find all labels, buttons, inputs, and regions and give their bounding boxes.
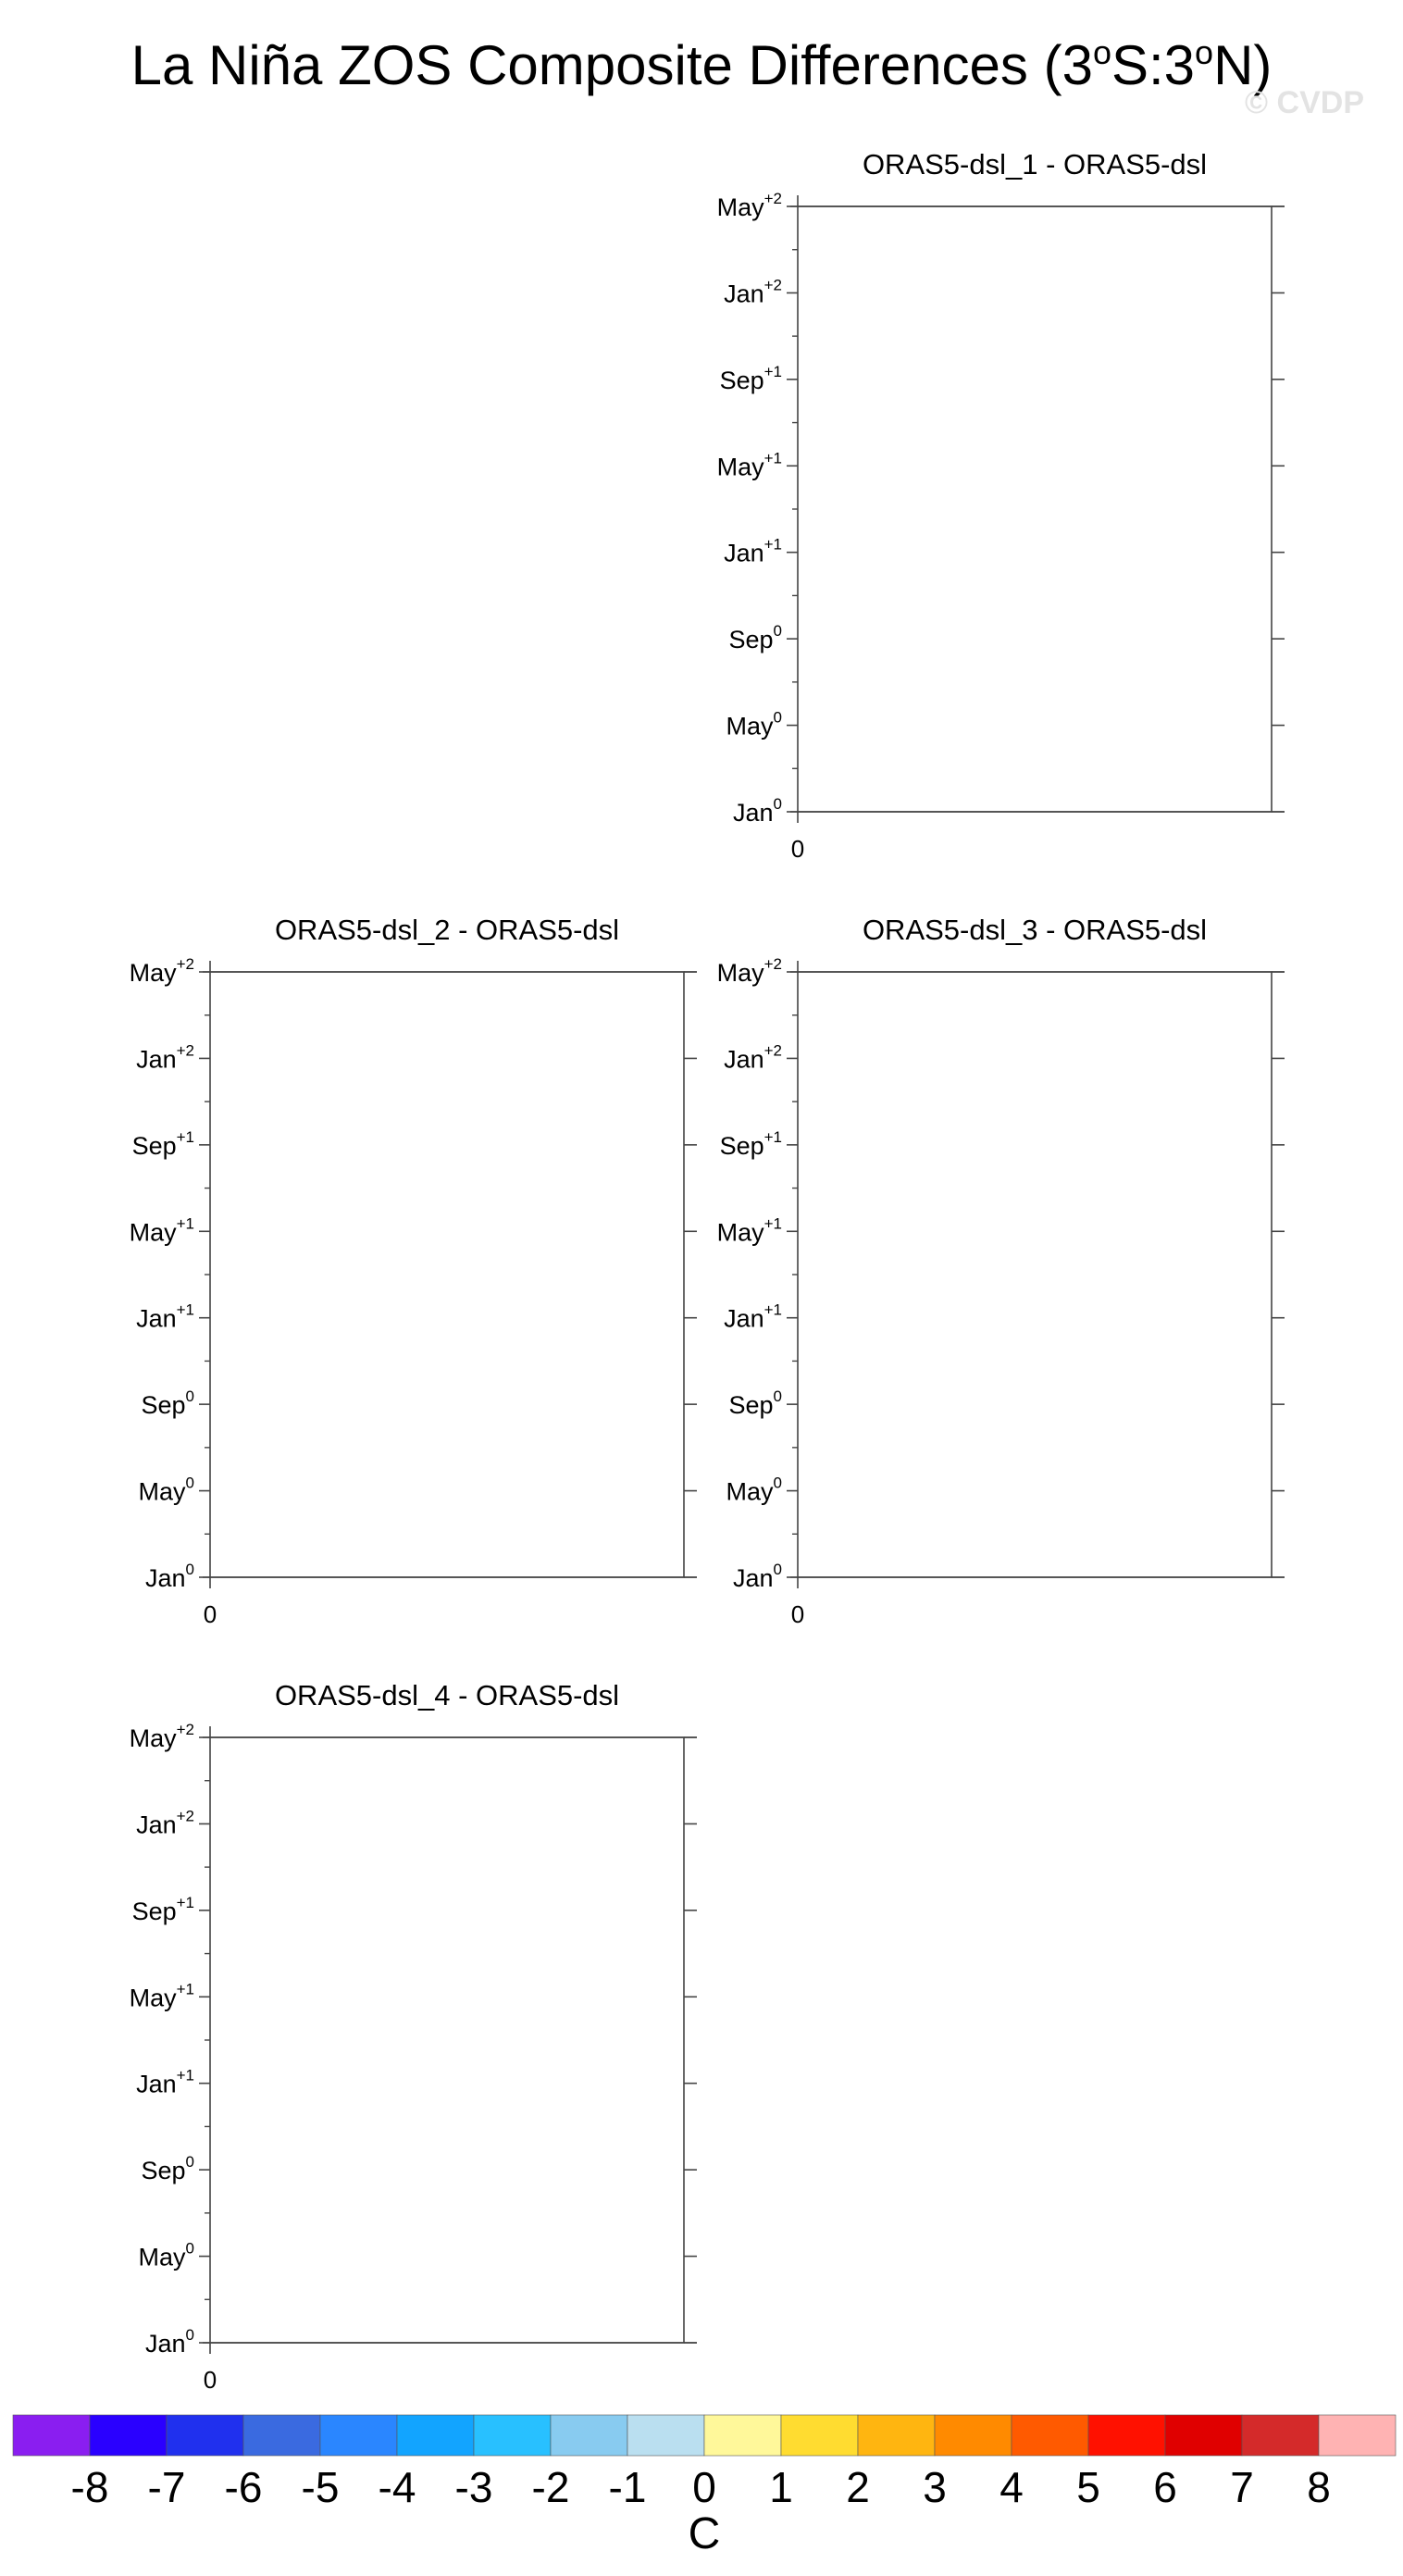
y-tick-label: May$^{+2}$ [716,190,782,221]
colorbar-label: -7 [147,2463,186,2511]
y-tick-label: May$^0$ [726,708,782,740]
y-tick-label: May$^{+2}$ [129,955,194,987]
colorbar-swatch [90,2415,167,2456]
colorbar-swatch [935,2415,1012,2456]
colorbar-swatch [551,2415,627,2456]
y-tick-label: Jan$^{+2}$ [136,1041,194,1074]
colorbar-label: 6 [1153,2463,1177,2511]
panel-4 [130,1679,697,2394]
y-tick-label: May$^{+1}$ [129,1214,194,1247]
colorbar-swatch [1012,2415,1088,2456]
panel-title: ORAS5-dsl_2 - ORAS5-dsl [274,914,620,946]
y-tick-label: Sep$^0$ [728,622,782,654]
plot-frame [210,1737,684,2343]
colorbar-label: -5 [301,2463,340,2511]
colorbar-swatch [858,2415,935,2456]
colorbar-swatch [1165,2415,1242,2456]
colorbar-swatch [1242,2415,1319,2456]
colorbar-label: -6 [224,2463,263,2511]
colorbar-label: -4 [378,2463,416,2511]
colorbar-label: -2 [531,2463,570,2511]
colorbar-swatch [781,2415,858,2456]
x-tick-label: 0 [203,2366,217,2394]
y-tick-label: Jan$^{+2}$ [724,1041,782,1074]
y-tick-label: Sep$^0$ [728,1388,782,1420]
y-tick-label: May$^{+2}$ [129,1721,194,1752]
colorbar-swatch [13,2415,90,2456]
y-tick-label: Jan$^0$ [144,1561,194,1592]
y-tick-label: Jan$^{+1}$ [136,1300,194,1333]
y-tick-label: May$^0$ [138,2239,194,2271]
y-tick-label: Sep$^0$ [141,2153,194,2185]
panel-1 [717,148,1285,863]
colorbar-swatch [397,2415,474,2456]
y-tick-label: Sep$^{+1}$ [719,1127,782,1160]
panel-title: ORAS5-dsl_4 - ORAS5-dsl [274,1679,620,1711]
colorbar-label: -8 [70,2463,109,2511]
colorbar-swatch [243,2415,320,2456]
y-tick-label: May$^0$ [726,1474,782,1506]
y-tick-label: Jan$^{+1}$ [724,535,782,567]
colorbar-swatch [627,2415,704,2456]
plot-frame [210,972,684,1577]
y-tick-label: Sep$^0$ [141,1388,194,1420]
colorbar-label: 2 [846,2463,870,2511]
plot-frame [798,206,1272,812]
x-tick-label: 0 [203,1600,217,1628]
colorbar-label: 4 [999,2463,1024,2511]
y-tick-label: May$^0$ [138,1474,194,1506]
colorbar-label: 3 [923,2463,947,2511]
colorbar-label: -1 [608,2463,647,2511]
colorbar-label: 0 [692,2463,716,2511]
x-tick-label: 0 [790,1600,805,1628]
y-tick-label: May$^{+1}$ [129,1980,194,2012]
y-tick-label: May$^{+2}$ [716,955,782,987]
panel-title: ORAS5-dsl_1 - ORAS5-dsl [862,148,1208,180]
y-tick-label: Jan$^{+2}$ [724,276,782,308]
y-tick-label: Jan$^0$ [144,2326,194,2358]
y-tick-label: May$^{+1}$ [716,1214,782,1247]
y-tick-label: Jan$^0$ [732,795,782,827]
panel-2 [130,914,697,1628]
colorbar-label: 5 [1076,2463,1100,2511]
y-tick-label: May$^{+1}$ [716,449,782,481]
colorbar-unit: C [688,2509,721,2558]
colorbar-label: 7 [1230,2463,1254,2511]
plot-frame [798,972,1272,1577]
y-tick-label: Jan$^{+1}$ [724,1300,782,1333]
y-tick-label: Jan$^{+1}$ [136,2066,194,2098]
panel-3 [717,914,1285,1628]
colorbar-swatch [1088,2415,1165,2456]
colorbar-swatch [167,2415,243,2456]
colorbar [13,2415,1396,2558]
colorbar-swatch [320,2415,397,2456]
panel-title: ORAS5-dsl_3 - ORAS5-dsl [862,914,1208,946]
colorbar-label: -3 [454,2463,493,2511]
colorbar-swatch [1319,2415,1396,2456]
main-title: La Niña ZOS Composite Differences (3$^o$S:3$^o$N) [130,33,1273,96]
y-tick-label: Jan$^{+2}$ [136,1807,194,1839]
y-tick-label: Sep$^{+1}$ [131,1127,194,1160]
cvdp-watermark: © CVDP [1245,85,1364,120]
y-tick-label: Jan$^0$ [732,1561,782,1592]
y-tick-label: Sep$^{+1}$ [131,1893,194,1925]
x-tick-label: 0 [790,835,805,863]
colorbar-label: 1 [769,2463,793,2511]
colorbar-label: 8 [1307,2463,1331,2511]
colorbar-swatch [474,2415,551,2456]
y-tick-label: Sep$^{+1}$ [719,362,782,394]
colorbar-swatch [704,2415,781,2456]
